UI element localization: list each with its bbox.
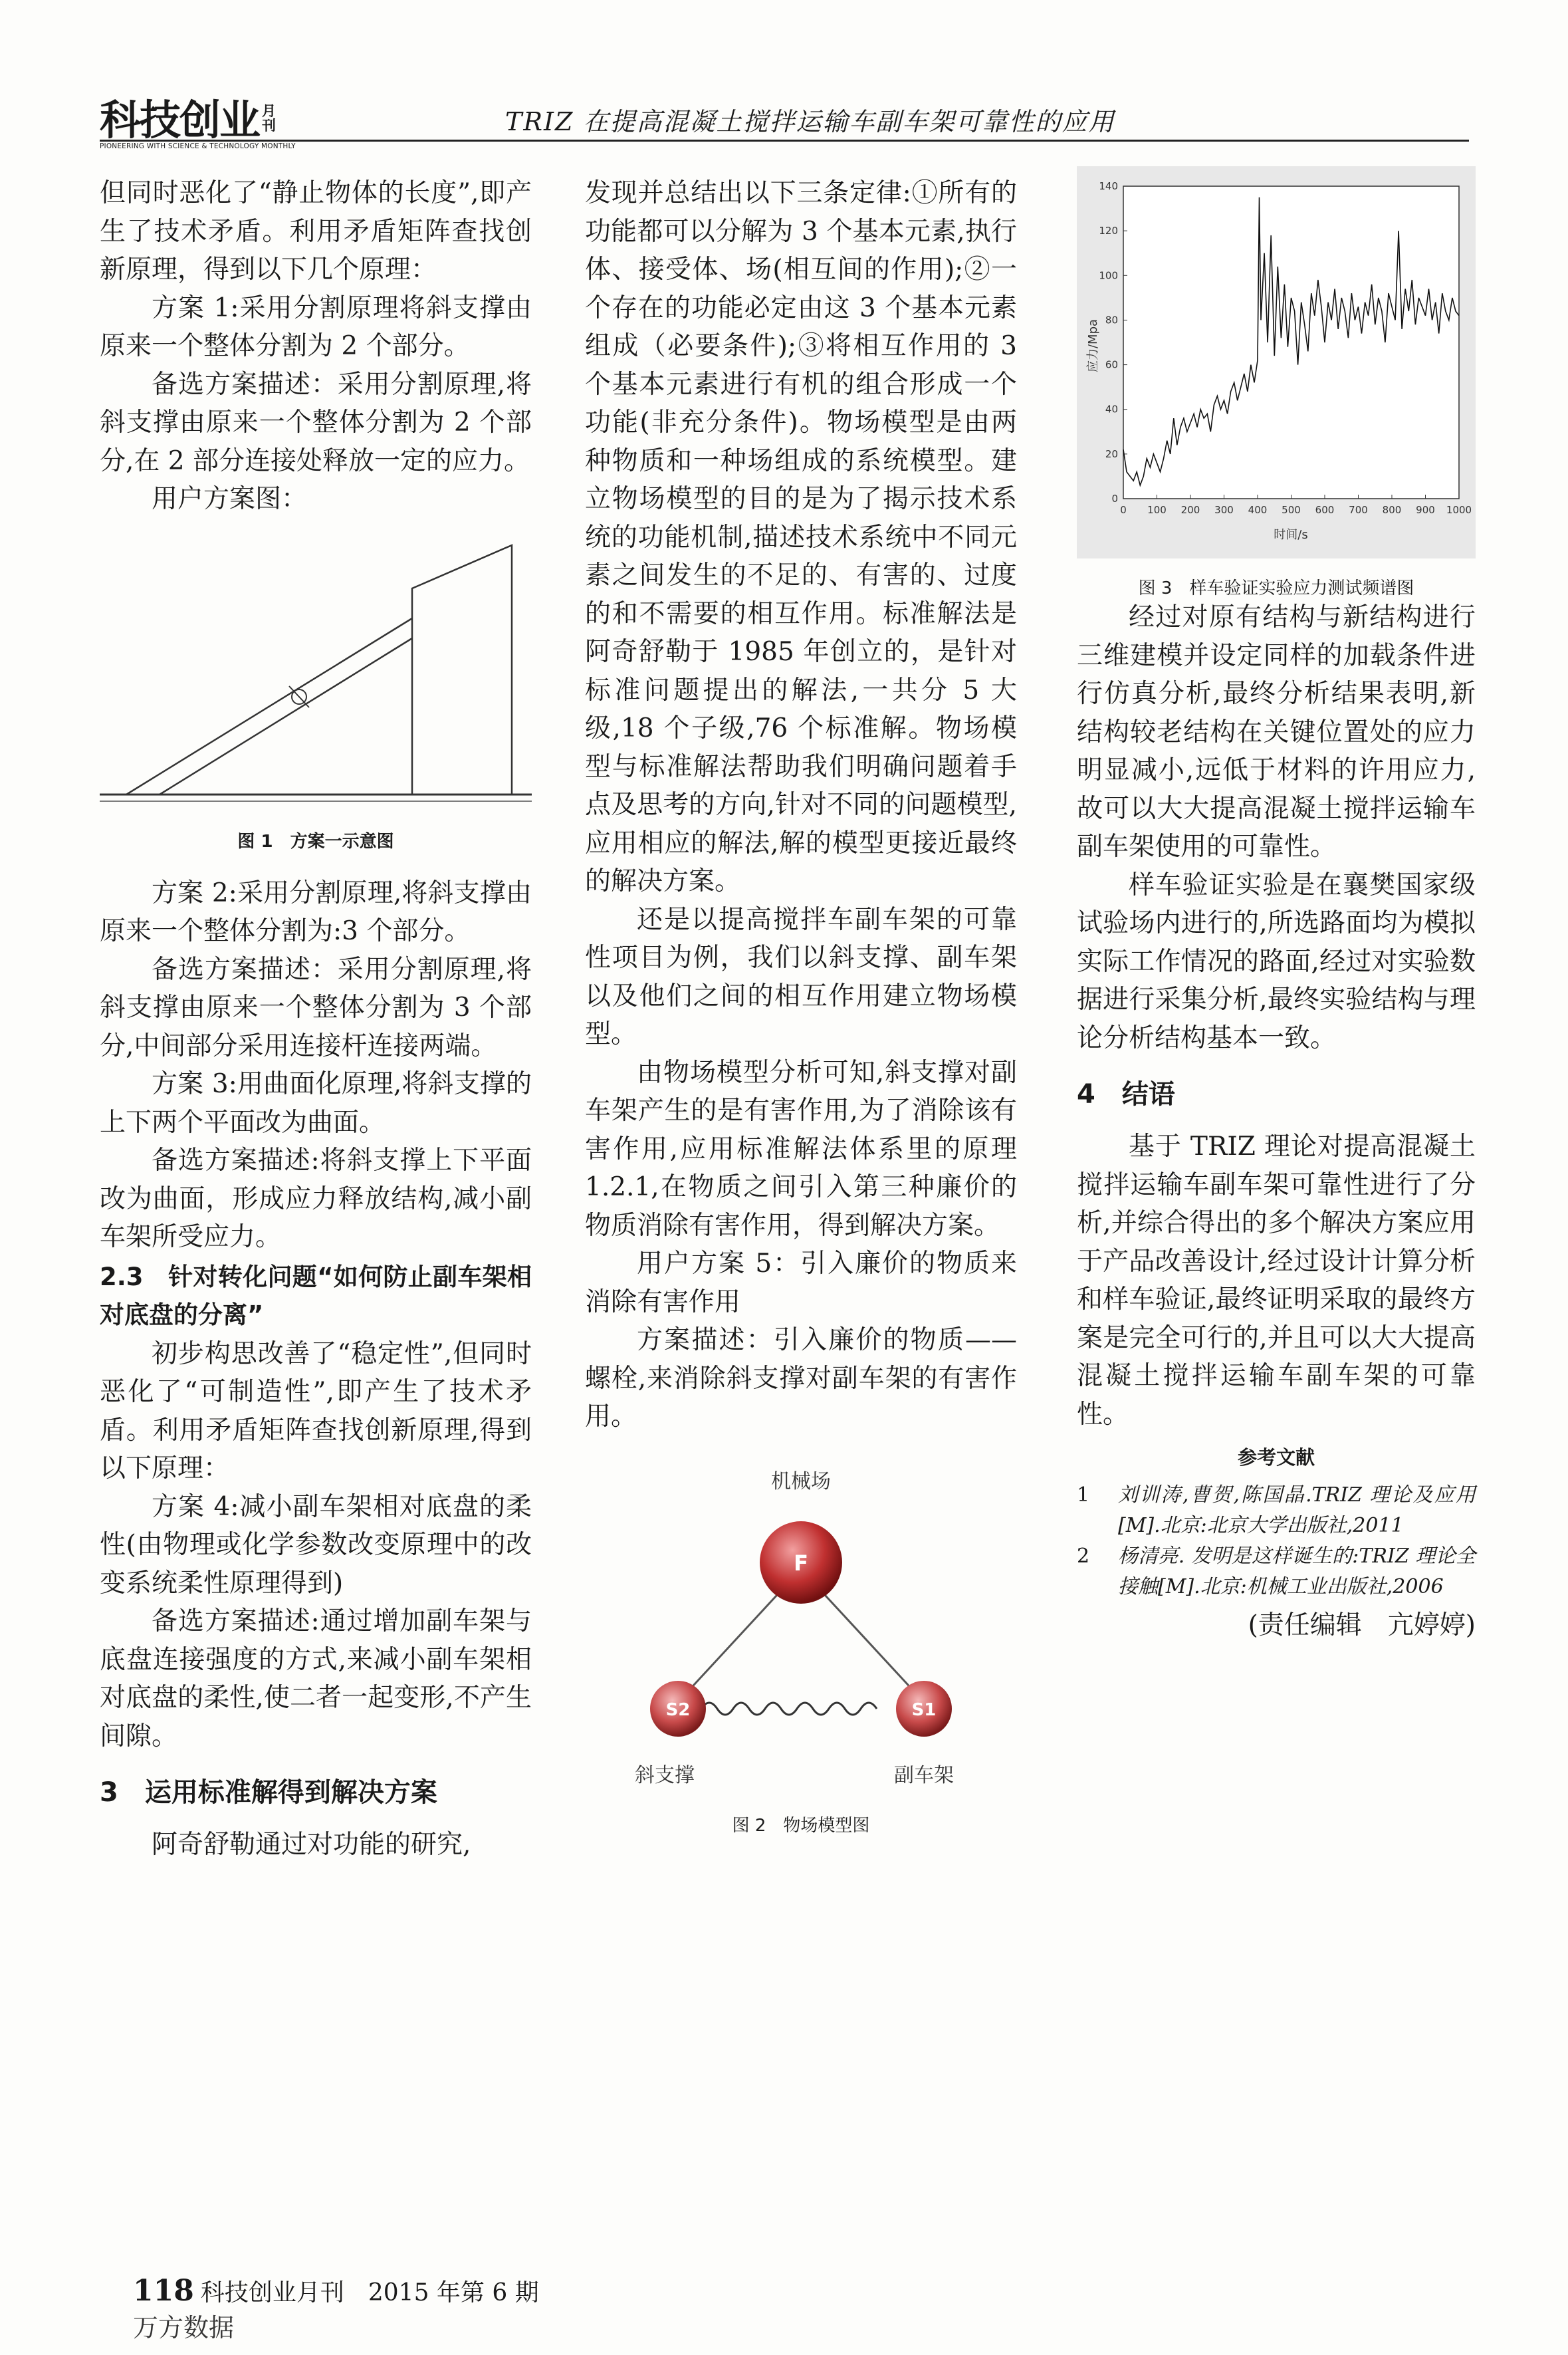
y-tick-label: 0 xyxy=(1111,493,1118,505)
figure-3 xyxy=(1077,166,1476,598)
s1-name: 副车架 xyxy=(894,1763,954,1787)
x-tick-label: 600 xyxy=(1315,504,1335,516)
references-heading: 参考文献 xyxy=(1237,1446,1315,1469)
paragraph: 方案 2:采用分割原理,将斜支撑由原来一个整体分割为:3 个部分。 xyxy=(100,878,532,946)
y-tick-label: 80 xyxy=(1105,314,1118,326)
paragraph: 样车验证实验是在襄樊国家级试验场内进行的,所选路面均为模拟实际工作情况的路面,经过对实验数据进行采集分析,最终实验结构与理论分析结构基本一致。 xyxy=(1077,870,1476,1053)
y-axis-label: 应力/Mpa xyxy=(1086,318,1100,373)
journal-logo xyxy=(100,96,299,160)
node-s2-label: S2 xyxy=(665,1699,691,1720)
paragraph: 备选方案描述:通过增加副车架与底盘连接强度的方式,来减小副车架相对底盘的柔性,使二者一起变形,不产生间隙。 xyxy=(100,1606,532,1751)
running-title: TRIZ 在提高混凝土搅拌运输车副车架可靠性的应用 xyxy=(505,107,1115,136)
reference-text: 刘训涛,曹贺,陈国晶.TRIZ 理论及应用[M].北京:北京大学出版社,2011 xyxy=(1118,1483,1476,1537)
figure-2 xyxy=(585,1463,1017,1835)
logo-text: 科技创业 xyxy=(100,96,260,144)
x-tick-label: 200 xyxy=(1180,504,1200,516)
y-tick-label: 60 xyxy=(1105,358,1118,371)
section-heading-4: 4 结语 xyxy=(1077,1079,1175,1110)
paragraph: 方案 4:减小副车架相对底盘的柔性(由物理或化学参数改变原理中的改变系统柔性原理得到) xyxy=(100,1491,532,1598)
x-axis-label: 时间/s xyxy=(1274,528,1308,542)
section-heading-2-3: 2.3 针对转化问题“如何防止副车架相对底盘的分离” xyxy=(100,1262,532,1329)
y-tick-label: 120 xyxy=(1099,225,1118,237)
y-tick-label: 40 xyxy=(1105,403,1118,416)
figure-1-diagram xyxy=(100,532,532,824)
figure-2-field-label: 机械场 xyxy=(771,1469,831,1493)
column-2 xyxy=(585,174,1017,1835)
x-tick-label: 900 xyxy=(1416,504,1435,516)
paragraph: 备选方案描述：采用分割原理,将斜支撑由原来一个整体分割为 3 个部分,中间部分采用连接杆连接两端。 xyxy=(100,954,532,1061)
node-s1-label: S1 xyxy=(911,1699,937,1720)
paragraph: 备选方案描述：采用分割原理,将斜支撑由原来一个整体分割为 2 个部分,在 2 部分连接处释放一定的应力。 xyxy=(100,369,532,476)
paragraph: 方案 1:采用分割原理将斜支撑由原来一个整体分割为 2 个部分。 xyxy=(100,293,532,361)
paragraph: 初步构思改善了“稳定性”,但同时恶化了“可制造性”,即产生了技术矛盾。利用矛盾矩阵查找创新原理,得到以下原理： xyxy=(100,1338,532,1483)
reference-item xyxy=(1077,1480,1476,1541)
x-tick-label: 1000 xyxy=(1446,504,1472,516)
paragraph: 阿奇舒勒通过对功能的研究, xyxy=(152,1830,471,1860)
logo-monthly: 月刊 xyxy=(262,103,277,134)
paragraph: 方案 3:用曲面化原理,将斜支撑的上下两个平面改为曲面。 xyxy=(100,1069,532,1138)
figure-3-chart xyxy=(1077,166,1476,558)
paragraph: 经过对原有结构与新结构进行三维建模并设定同样的加载条件进行仿真分析,最终分析结果表明,新结构较老结构在关键位置处的应力明显减小,远低于材料的许用应力,故可以大大提高混凝土搅拌运输车副车架使用的可靠性。 xyxy=(1077,602,1476,862)
page-footer xyxy=(133,2274,539,2308)
paragraph: 用户方案图： xyxy=(152,484,308,514)
y-tick-label: 140 xyxy=(1099,180,1118,192)
figure-2-diagram xyxy=(585,1463,1017,1795)
x-tick-label: 800 xyxy=(1382,504,1402,516)
x-tick-label: 500 xyxy=(1282,504,1301,516)
logo-subtitle: PIONEERING WITH SCIENCE & TECHNOLOGY MONTHLY xyxy=(100,142,296,150)
figure-3-caption: 图 3 样车验证实验应力测试频谱图 xyxy=(1138,578,1414,598)
paragraph: 但同时恶化了“静止物体的长度”,即产生了技术矛盾。利用矛盾矩阵查找创新原理，得到以下几个原理： xyxy=(100,178,532,285)
header-rule xyxy=(100,140,1469,142)
column-1 xyxy=(100,174,532,1864)
paragraph: 备选方案描述:将斜支撑上下平面改为曲面，形成应力释放结构,减小副车架所受应力。 xyxy=(100,1146,532,1252)
node-f-label: F xyxy=(794,1550,808,1576)
y-tick-label: 20 xyxy=(1105,447,1118,460)
footer-journal: 科技创业月刊 2015 年第 6 期 xyxy=(200,2279,539,2306)
paragraph: 基于 TRIZ 理论对提高混凝土搅拌运输车副车架可靠性进行了分析,并综合得出的多个解决方案应用于产品改善设计,经过设计计算分析和样车验证,最终证明采取的最终方案是完全可行的,并且可以大大提高混凝土搅拌运输车副车架的可靠性。 xyxy=(1077,1132,1476,1429)
y-tick-label: 100 xyxy=(1099,269,1118,282)
figure-2-caption: 图 2 物场模型图 xyxy=(732,1816,870,1836)
paragraph: 由物场模型分析可知,斜支撑对副车架产生的是有害作用,为了消除该有害作用,应用标准解法体系里的原理 1.2.1,在物质之间引入第三种廉价的物质消除有害作用，得到解决方案。 xyxy=(585,1057,1017,1241)
x-tick-label: 400 xyxy=(1248,504,1268,516)
paragraph: 用户方案 5：引入廉价的物质来消除有害作用 xyxy=(585,1249,1017,1317)
page-number: 118 xyxy=(133,2274,194,2308)
x-tick-label: 700 xyxy=(1349,504,1368,516)
figure-1 xyxy=(100,532,532,874)
paragraph: 发现并总结出以下三条定律:①所有的功能都可以分解为 3 个基本元素,执行体、接受体、场(相互间的作用);②一个存在的功能必定由这 3 个基本元素组成（必要条件);③将相互作用的 3 个基本元素进行有机的组合形成一个功能(非充分条件)。物场模型是由两种物质和一种场组成的系统模型。建立物场模型的目的是为了揭示技术系统的功能机制,描述技术系统中不同元素之间发生的不足的、有害的、过度的和不需要的相互作用。标准解法是阿奇舒勒于 1985 年创立的，是针对标准问题提出的解法,一共分 5 大级,18 个子级,76 个标准解。物场模型与标准解法帮助我们明确问题着手点及思考的方向,针对不同的问题模型,应用相应的解法,解的模型更接近最终的解决方案。 xyxy=(585,178,1017,896)
s2-name: 斜支撑 xyxy=(635,1763,695,1787)
x-tick-label: 300 xyxy=(1214,504,1234,516)
reference-number: 2 xyxy=(1077,1545,1090,1568)
x-tick-label: 0 xyxy=(1120,504,1127,516)
paragraph: 方案描述：引入廉价的物质——螺栓,来消除斜支撑对副车架的有害作用。 xyxy=(585,1325,1017,1431)
x-tick-label: 100 xyxy=(1147,504,1167,516)
column-3 xyxy=(1077,166,1476,1645)
figure-1-caption: 图 1 方案一示意图 xyxy=(237,832,394,852)
responsible-editor: (责任编辑 亢婷婷) xyxy=(1248,1610,1476,1640)
reference-text: 杨清亮. 发明是这样诞生的:TRIZ 理论全接触[M].北京:机械工业出版社,2006 xyxy=(1118,1545,1476,1598)
section-heading-3: 3 运用标准解得到解决方案 xyxy=(100,1777,437,1808)
paragraph: 还是以提高搅拌车副车架的可靠性项目为例，我们以斜支撑、副车架以及他们之间的相互作用建立物场模型。 xyxy=(585,904,1017,1049)
watermark: 万方数据 xyxy=(133,2313,235,2342)
reference-number: 1 xyxy=(1077,1483,1090,1507)
reference-item xyxy=(1077,1541,1476,1602)
